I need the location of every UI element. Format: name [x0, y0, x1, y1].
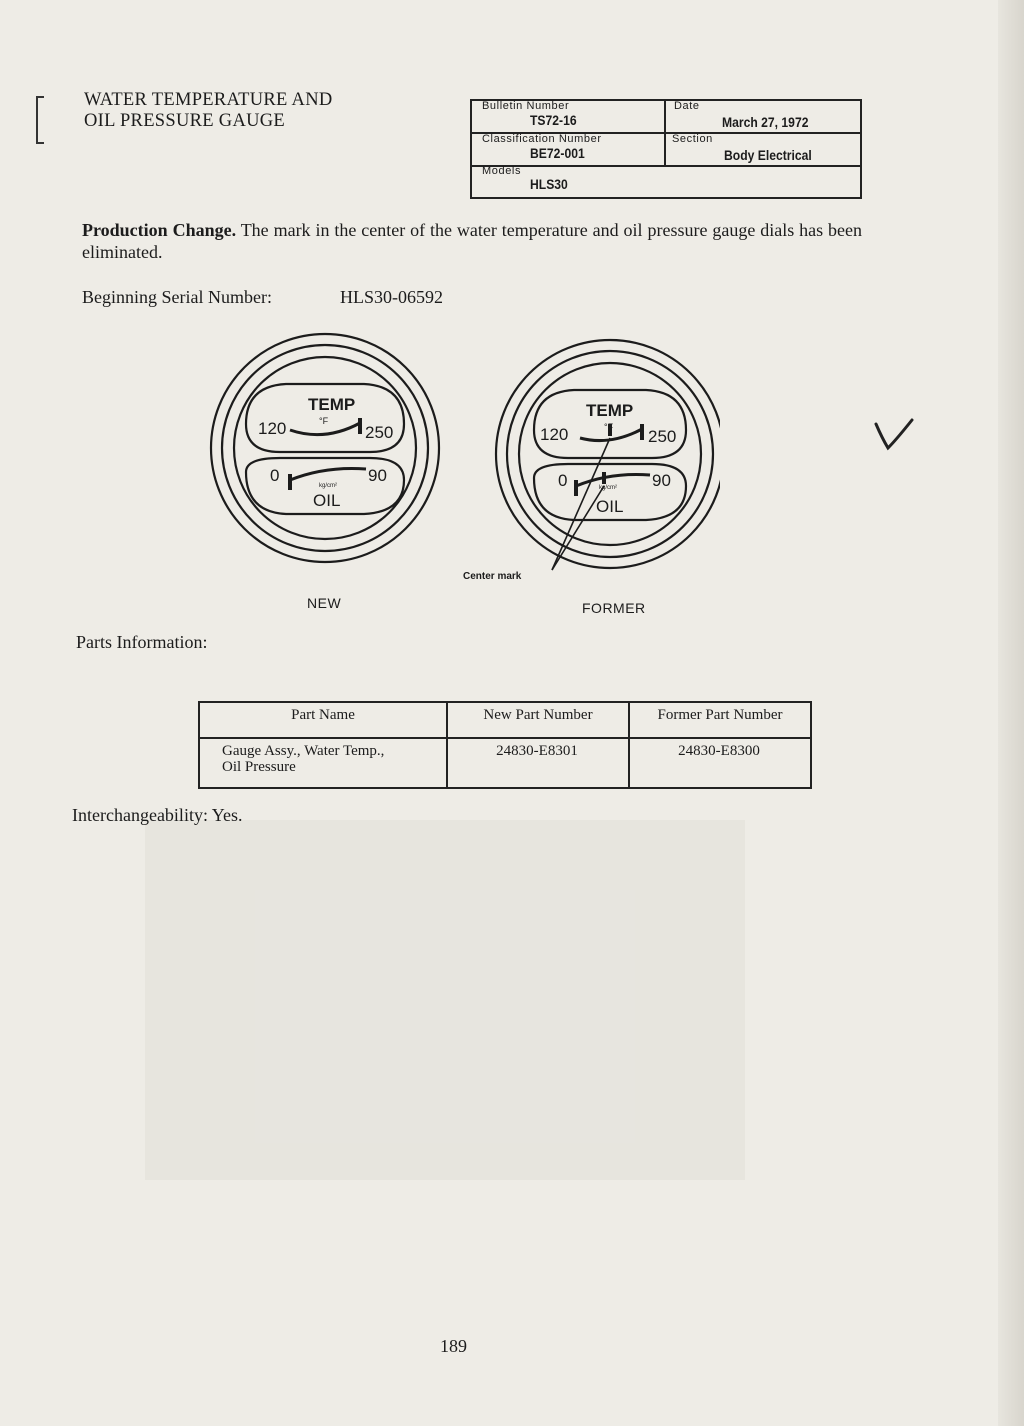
- revision-bracket: [36, 96, 44, 144]
- col-part-name: Part Name: [199, 702, 447, 738]
- bulletin-number-cell: [472, 101, 666, 134]
- production-change-heading: Production Change.: [82, 220, 237, 240]
- date-cell: [666, 101, 860, 134]
- former-gauge-outer-ring: [496, 340, 720, 568]
- part-name-line-2: Oil Pressure: [222, 759, 296, 775]
- former-part-number-cell: 24830-E8300: [629, 738, 811, 788]
- date-label: Date: [674, 100, 700, 112]
- page-number: 189: [440, 1336, 467, 1356]
- col-former-part-number: Former Part Number: [629, 702, 811, 738]
- part-name-line-1: Gauge Assy., Water Temp.,: [222, 743, 385, 759]
- models-value: HLS30: [530, 177, 568, 192]
- new-oil-unit: kg/cm²: [319, 483, 337, 489]
- former-oil-unit: kg/cm²: [599, 485, 617, 491]
- caption-former: FORMER: [582, 600, 646, 616]
- section-cell: [666, 134, 860, 167]
- interchangeability-label: Interchangeability:: [72, 805, 208, 825]
- former-temp-label: TEMP: [586, 401, 634, 420]
- former-temp-min: 120: [540, 425, 569, 444]
- parts-table-header: [199, 702, 811, 738]
- former-oil-min: 0: [558, 471, 568, 490]
- new-temp-label: TEMP: [308, 395, 356, 414]
- new-gauge-inner-ring: [222, 345, 428, 551]
- col-new-part-number: New Part Number: [447, 702, 629, 738]
- title-line-1: WATER TEMPERATURE AND: [84, 90, 333, 110]
- classification-cell: [472, 134, 666, 167]
- page-title: [84, 90, 333, 132]
- former-gauge-inner-ring: [507, 351, 713, 557]
- new-part-number-cell: 24830-E8301: [447, 738, 629, 788]
- new-gauge-outer-ring: [211, 334, 439, 562]
- former-oil-label: OIL: [596, 497, 624, 516]
- caption-new: NEW: [307, 595, 342, 611]
- former-gauge: [496, 340, 720, 570]
- former-temp-max: 250: [648, 427, 677, 446]
- interchangeability-value: Yes.: [211, 805, 243, 825]
- bulletin-number-label: Bulletin Number: [482, 100, 570, 112]
- part-name-cell: [199, 738, 447, 788]
- serial-number-label: Beginning Serial Number:: [82, 287, 272, 307]
- serial-number-value: HLS30-06592: [340, 287, 443, 307]
- production-change-paragraph: [82, 219, 862, 263]
- classification-label: Classification Number: [482, 133, 602, 145]
- section-label: Section: [672, 133, 713, 145]
- center-mark-callout: Center mark: [463, 571, 522, 582]
- parts-table: [198, 701, 812, 789]
- title-line-2: OIL PRESSURE GAUGE: [84, 111, 286, 131]
- serial-number-line: [82, 287, 443, 308]
- new-temp-min: 120: [258, 419, 287, 438]
- table-row: [199, 738, 811, 788]
- models-cell: [472, 167, 860, 197]
- date-value: March 27, 1972: [722, 115, 809, 130]
- new-temp-unit: °F: [319, 416, 329, 426]
- parts-information-heading: Parts Information:: [76, 632, 208, 652]
- new-oil-scale: [290, 468, 366, 480]
- models-label: Models: [482, 165, 522, 177]
- bulletin-info-box: [470, 99, 862, 199]
- new-oil-min: 0: [270, 466, 280, 485]
- interchangeability-line: [72, 805, 243, 826]
- handwritten-check-mark: [872, 416, 916, 452]
- new-temp-max: 250: [365, 423, 394, 442]
- former-temp-unit: °F: [604, 422, 614, 432]
- bleed-through-area: [145, 820, 745, 1180]
- section-value: Body Electrical: [724, 148, 812, 163]
- classification-value: BE72-001: [530, 146, 585, 161]
- new-oil-label: OIL: [313, 491, 341, 510]
- former-oil-max: 90: [652, 471, 671, 490]
- production-change-text: The mark in the center of the water temperature and oil pressure gauge dials has been eliminated.: [82, 220, 862, 262]
- bulletin-number-value: TS72-16: [530, 113, 577, 128]
- new-oil-max: 90: [368, 466, 387, 485]
- new-gauge: [211, 334, 439, 562]
- page-edge: [998, 0, 1024, 1426]
- gauge-comparison-figure: [200, 320, 720, 620]
